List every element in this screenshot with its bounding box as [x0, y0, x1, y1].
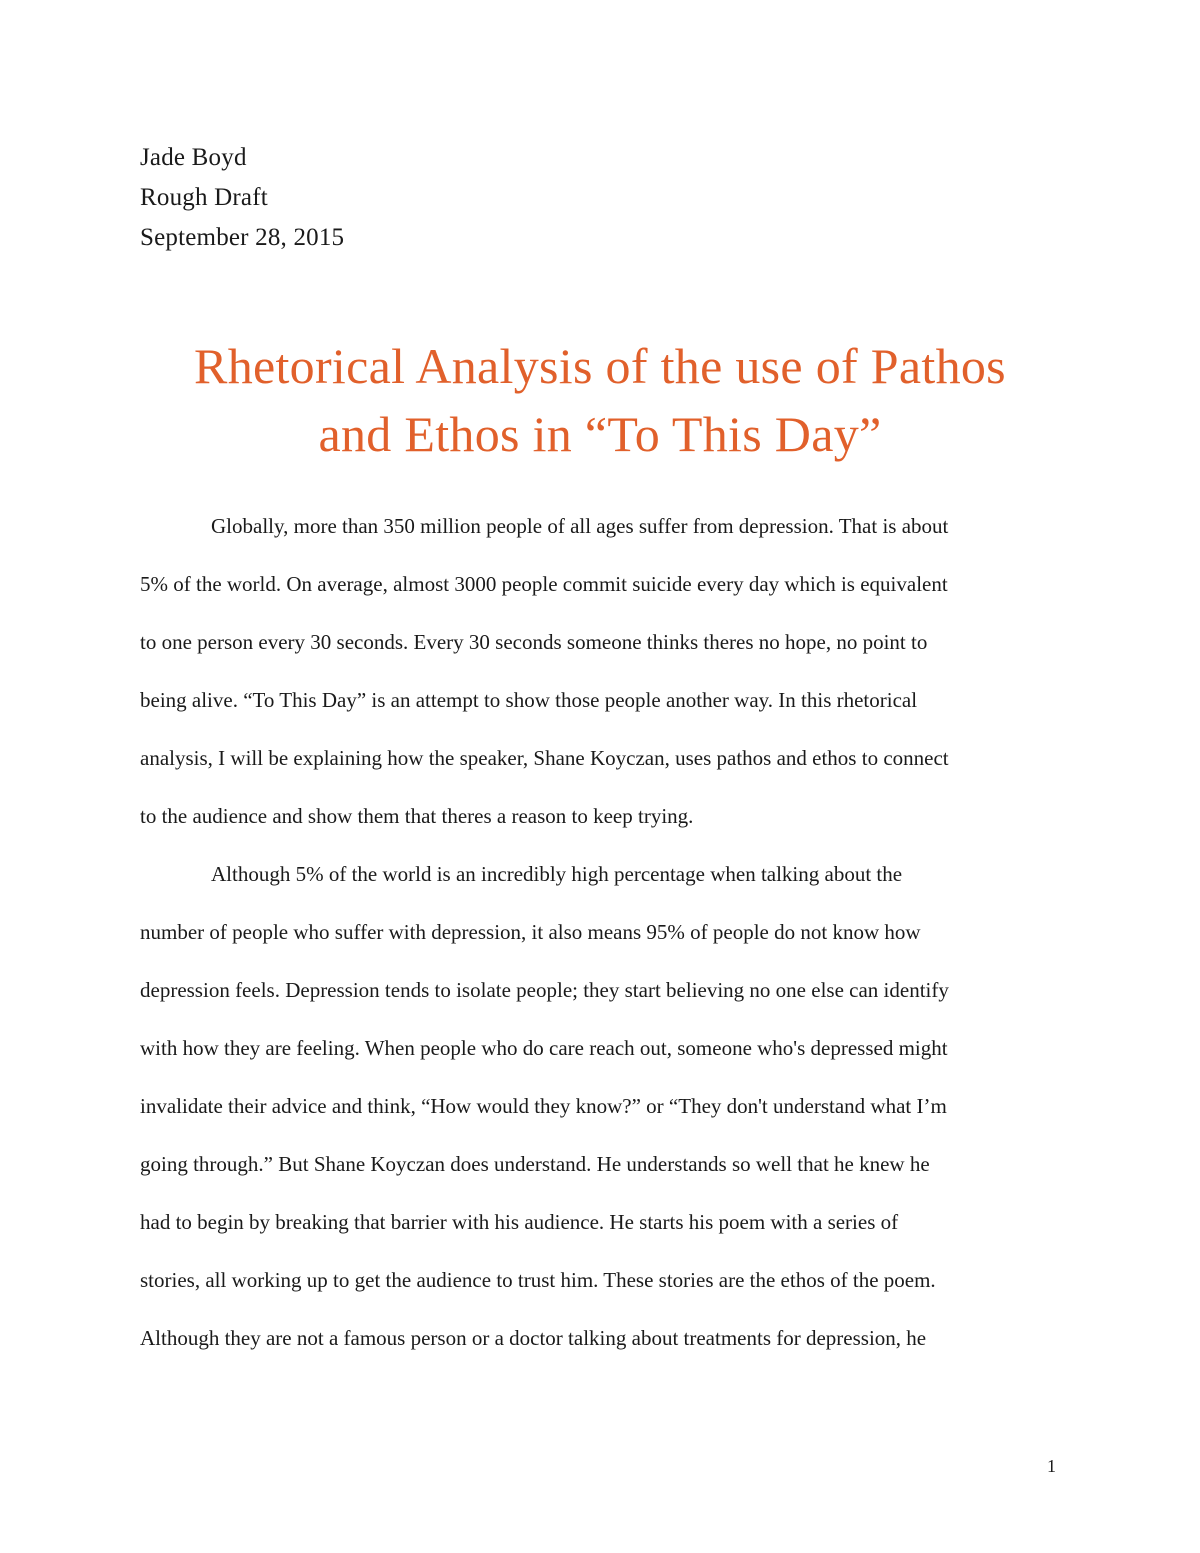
page-number: 1: [1047, 1456, 1056, 1476]
paragraph-2-line: with how they are feeling. When people who do care reach out, someone who's depressed might: [140, 1036, 948, 1060]
paragraph-2-line: invalidate their advice and think, “How would they know?” or “They don't understand what I’m: [140, 1094, 947, 1118]
paragraph-2-line: depression feels. Depression tends to isolate people; they start believing no one else can identify: [140, 978, 949, 1002]
document-date: September 28, 2015: [140, 224, 345, 251]
paragraph-2-line: had to begin by breaking that barrier with his audience. He starts his poem with a series of: [140, 1210, 899, 1234]
title-line-2: and Ethos in “To This Day”: [318, 406, 882, 462]
paragraph-2-line: Although 5% of the world is an incredibly high percentage when talking about the: [211, 862, 903, 886]
paragraph-1-line: to the audience and show them that theres a reason to keep trying.: [140, 804, 694, 828]
paragraph-2-line: number of people who suffer with depression, it also means 95% of people do not know how: [140, 920, 921, 944]
document-title: [140, 332, 1060, 468]
document-type: Rough Draft: [140, 184, 268, 211]
paragraph-1-line: being alive. “To This Day” is an attempt to show those people another way. In this rhetorical: [140, 688, 918, 712]
paragraph-1-line: to one person every 30 seconds. Every 30 seconds someone thinks theres no hope, no point to: [140, 630, 928, 654]
document-header: [140, 138, 344, 258]
author-name: Jade Boyd: [140, 144, 247, 171]
paragraph-2-line: stories, all working up to get the audience to trust him. These stories are the ethos of the poem.: [140, 1268, 936, 1292]
document-body: [140, 497, 1055, 1367]
paragraph-1-line: Globally, more than 350 million people of all ages suffer from depression. That is about: [211, 514, 949, 538]
title-line-1: Rhetorical Analysis of the use of Pathos: [194, 338, 1006, 394]
paragraph-2-line: Although they are not a famous person or a doctor talking about treatments for depression, he: [140, 1326, 927, 1350]
paragraph-1-line: analysis, I will be explaining how the speaker, Shane Koyczan, uses pathos and ethos to connect: [140, 746, 949, 770]
paragraph-2-line: going through.” But Shane Koyczan does understand. He understands so well that he knew he: [140, 1152, 930, 1176]
paragraph-1-line: 5% of the world. On average, almost 3000 people commit suicide every day which is equivalent: [140, 572, 948, 596]
